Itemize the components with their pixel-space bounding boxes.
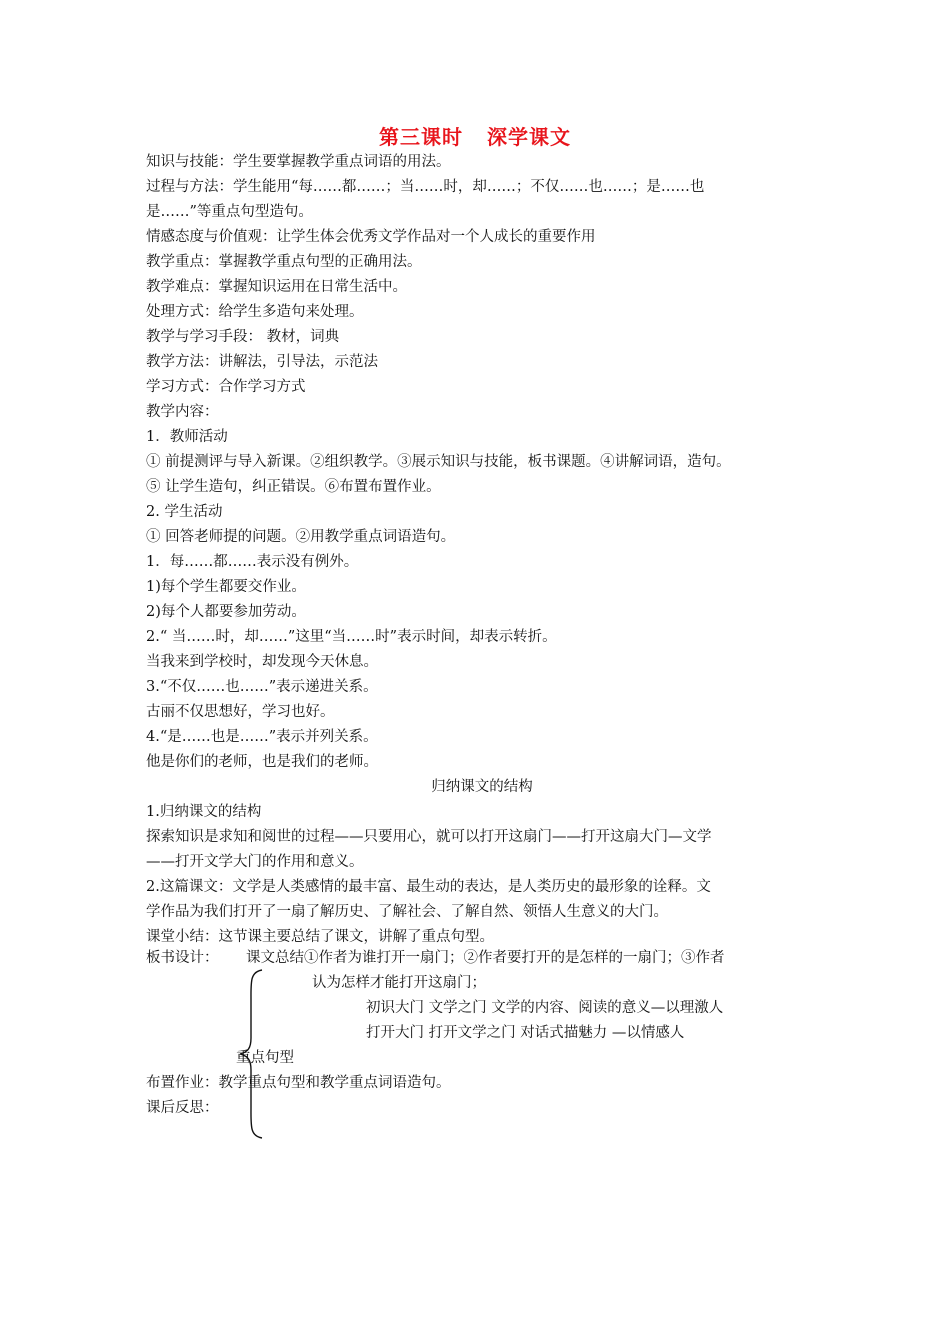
- board-summary: 课文总结①作者为谁打开一扇门；②作者要打开的是怎样的一扇门；③作者: [246, 950, 725, 966]
- page-title: [0, 124, 950, 150]
- document-body: [146, 150, 818, 950]
- board-row-2: 打开大门 打开文学之门 对话式描魅力 —以情感人: [366, 1025, 685, 1041]
- text-line: 2.这篇课文：文学是人类感情的最丰富、最生动的表达，是人类历史的最形象的诠释。文: [146, 879, 711, 895]
- board-row-1: 初识大门 文学之门 文学的内容、阅读的意义—以理激人: [366, 1000, 724, 1016]
- text-line: 当我来到学校时，却发现今天休息。: [146, 654, 378, 670]
- text-line: 是……”等重点句型造句。: [146, 204, 313, 220]
- text-line: 他是你们的老师，也是我们的老师。: [146, 754, 378, 770]
- section-heading: 归纳课文的结构: [431, 779, 533, 795]
- text-line: 教学与学习手段： 教材，词典: [146, 329, 340, 345]
- text-line: 2)每个人都要参加劳动。: [146, 604, 306, 620]
- text-line: 学作品为我们打开了一扇了解历史、了解社会、了解自然、领悟人生意义的大门。: [146, 904, 668, 920]
- text-line: 1．教师活动: [146, 429, 228, 445]
- homework-line: 布置作业：教学重点句型和教学重点词语造句。: [146, 1075, 451, 1091]
- text-line: 2.“ 当……时，却……”这里“当……时”表示时间，却表示转折。: [146, 629, 557, 645]
- text-line: ① 前提测评与导入新课。②组织教学。③展示知识与技能，板书课题。④讲解词语，造句。: [146, 454, 731, 470]
- text-line: 教学重点：掌握教学重点句型的正确用法。: [146, 254, 422, 270]
- text-line: 4.“是……也是……”表示并列关系。: [146, 729, 378, 745]
- text-line: 3.“不仅……也……”表示递进关系。: [146, 679, 378, 695]
- text-line: 知识与技能：学生要掌握教学重点词语的用法。: [146, 154, 451, 170]
- reflection-line: 课后反思：: [146, 1100, 219, 1116]
- text-line: ⑤ 让学生造句，纠正错误。⑥布置布置作业。: [146, 479, 441, 495]
- text-line: 教学方法：讲解法，引导法，示范法: [146, 354, 378, 370]
- text-line: 1)每个学生都要交作业。: [146, 579, 306, 595]
- curly-brace: [236, 968, 276, 1140]
- text-line: 1.归纳课文的结构: [146, 804, 262, 820]
- text-line: ——打开文学大门的作用和意义。: [146, 854, 364, 870]
- text-line: 过程与方法：学生能用“每……都……；当……时，却……；不仅……也……；是……也: [146, 179, 705, 195]
- text-line: 情感态度与价值观：让学生体会优秀文学作品对一个人成长的重要作用: [146, 229, 596, 245]
- text-line: 处理方式：给学生多造句来处理。: [146, 304, 364, 320]
- text-line: 学习方式：合作学习方式: [146, 379, 306, 395]
- title-sub: 深学课文: [487, 125, 571, 149]
- text-line: 2. 学生活动: [146, 504, 223, 520]
- board-summary-cont: 认为怎样才能打开这扇门；: [312, 975, 486, 991]
- text-line: 古丽不仅思想好，学习也好。: [146, 704, 335, 720]
- text-line: 探索知识是求知和阅世的过程——只要用心，就可以打开这扇门——打开这扇大门—文学: [146, 829, 712, 845]
- board-label: 板书设计：: [146, 950, 219, 966]
- text-line: 1．每……都……表示没有例外。: [146, 554, 359, 570]
- board-key-sentences: 重点句型: [236, 1050, 294, 1066]
- title-main: 第三课时: [379, 125, 463, 149]
- text-line: ① 回答老师提的问题。②用教学重点词语造句。: [146, 529, 456, 545]
- text-line: 课堂小结：这节课主要总结了课文，讲解了重点句型。: [146, 929, 494, 945]
- text-line: 教学难点：掌握知识运用在日常生活中。: [146, 279, 407, 295]
- text-line: 教学内容：: [146, 404, 219, 420]
